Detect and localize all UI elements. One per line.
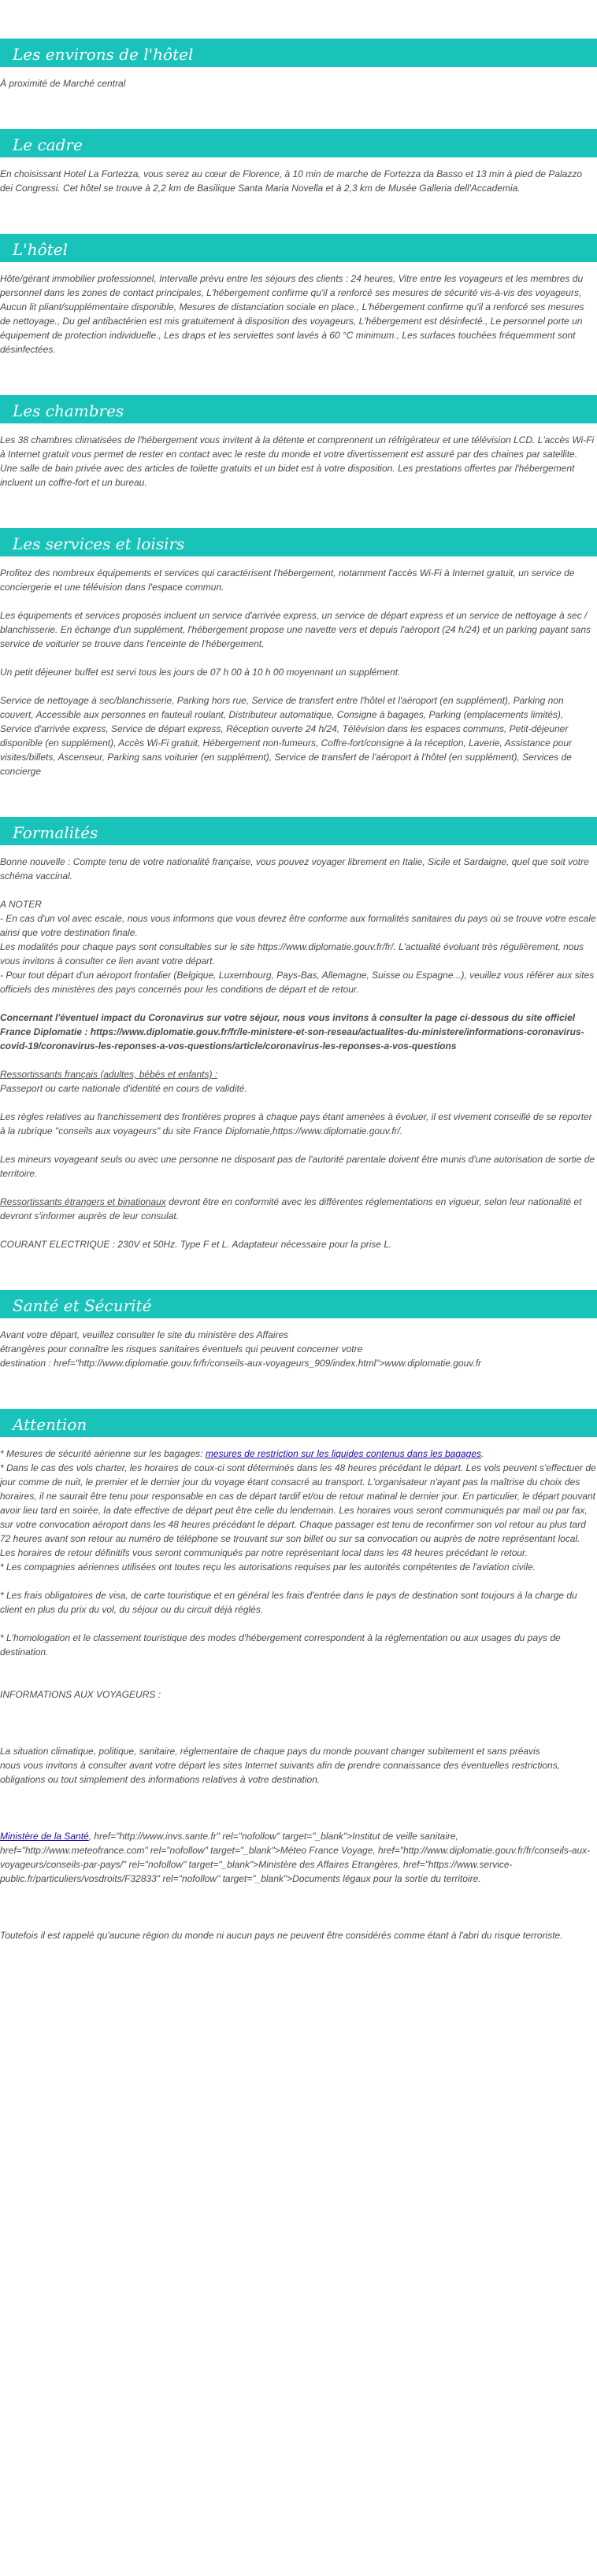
- environs-section: [0, 39, 597, 91]
- sites-liste: [0, 1829, 597, 1886]
- informations-voyageurs-heading: INFORMATIONS AUX VOYAGEURS :: [0, 1689, 161, 1700]
- services-intro: Profitez des nombreux équipements et services qui caractérisent l'hébergement, notamment l'accès Wi-Fi à Internet gratuit, un service de conciergerie et une télévision dans l'espace commun.: [0, 567, 575, 593]
- covid-notice: Concernant l'éventuel impact du Coronavirus sur votre séjour, nous vous invitons à consulter la page ci-dessous du site officiel France Diplomatie : https://www.diplomatie.gouv.fr/fr/le-ministere-et-son-reseau/actualites-du-ministere/informations-coronavirus-covid-19/coronavirus-les-reponses-a-vos-questions/article/coronavirus-les-reponses-a-vos-questions: [0, 1012, 584, 1051]
- ressortissants-francais-heading: Ressortissants français (adultes, bébés et enfants) :: [0, 1069, 218, 1080]
- cadre-heading: Le cadre: [0, 129, 597, 157]
- formalites-bonne-nouvelle: Bonne nouvelle : Compte tenu de votre nationalité française, vous pouvez voyager librement en Italie, Sicile et Sardaigne, quel que soit votre schéma vaccinal.: [0, 856, 589, 881]
- mesures-securite-end: .: [481, 1448, 484, 1459]
- sante-line-3: destination : href="http://www.diplomatie.gouv.fr/fr/conseils-aux-voyageurs_909/index.html">www.diplomatie.gouv.fr: [0, 1358, 482, 1369]
- note-heading: A NOTER: [0, 899, 42, 910]
- frais-visa-text: * Les frais obligatoires de visa, de carte touristique et en général les frais d'entrée dans le pays de destination sont toujours à la charge du client en plus du prix du vol, du séjour ou du circuit déjà réglés.: [0, 1590, 577, 1615]
- hotel-section: [0, 234, 597, 357]
- services-equipements: Les équipements et services proposés incluent un service d'arrivée express, un service de départ express et un service de nettoyage à sec / blanchisserie. En échange d'un supplément, l'hébergement propose une navette vers et depuis l'aéroport (24 h/24) et un parking payant sans service de voiturier se trouve dans l'enceinte de l'hébergement.: [0, 610, 591, 649]
- chambres-heading: Les chambres: [0, 395, 597, 423]
- risque-terroriste-text: Toutefois il est rappelé qu'aucune région du monde ni aucun pays ne peuvent être considérés comme étant à l'abri du risque terroriste.: [0, 1930, 563, 1941]
- environs-heading: Les environs de l'hôtel: [0, 39, 597, 67]
- ressortissants-etrangers: [0, 1195, 597, 1223]
- environs-text: À proximité de Marché central: [0, 78, 126, 89]
- homologation-text: * L'homologation et le classement touristique des modes d'hébergement correspondent à la réglementation ou aux usages du pays de destination.: [0, 1632, 561, 1658]
- sites-liste-text: , href="http://www.invs.sante.fr" rel="nofollow" target="_blank">Institut de veille sanitaire, href="http://www.meteofrance.com" rel="nofollow" target="_blank">Méteo France Voyage, href="http://www.diplomatie.gouv.fr/fr/conseils-aux-voyageurs/conseils-par-pays/" rel="nofollow" target="_blank">Ministère des Affaires Etrangères, href="https://www.service-public.fr/particuliers/vosdroits/F32833" rel="nofollow" target="_blank">Documents légaux pour la sortie du territoire.: [0, 1831, 591, 1884]
- sante-line-1: Avant votre départ, veuillez consulter le site du ministère des Affaires: [0, 1329, 289, 1340]
- attention-heading: Attention: [0, 1409, 597, 1437]
- cadre-text: En choisissant Hotel La Fortezza, vous serez au cœur de Florence, à 10 min de marche de Fortezza da Basso et 13 min à pied de Palazzo dei Congressi. Cet hôtel se trouve à 2,2 km de Basilique Santa Maria Novella et à 2,3 km de Musée Galleria dell'Accademia.: [0, 168, 583, 194]
- hotel-heading: L'hôtel: [0, 234, 597, 262]
- sante-heading: Santé et Sécurité: [0, 1290, 597, 1318]
- services-petit-dejeuner: Un petit déjeuner buffet est servi tous les jours de 07 h 00 à 10 h 00 moyennant un supplément.: [0, 667, 401, 678]
- situation-climatique-line-1: La situation climatique, politique, sanitaire, réglementaire de chaque pays du monde pouvant changer subitement et sans préavis: [0, 1746, 540, 1757]
- regles-frontieres: Les règles relatives au franchissement des frontières propres à chaque pays étant amenées à évoluer, il est vivement conseillé de se reporter à la rubrique "conseils aux voyageurs" du site France Diplomatie,https://www.diplomatie.gouv.fr/.: [0, 1111, 592, 1136]
- courant-electrique: COURANT ELECTRIQUE : 230V et 50Hz. Type F et L. Adaptateur nécessaire pour la prise L.: [0, 1239, 392, 1250]
- mineurs-text: Les mineurs voyageant seuls ou avec une personne ne disposant pas de l'autorité parentale doivent être munis d'une autorisation de sortie de territoire.: [0, 1154, 595, 1179]
- restriction-liquides-link[interactable]: mesures de restriction sur les liquides contenus dans les bagages: [205, 1448, 482, 1459]
- hotel-info-page: [0, 39, 597, 1942]
- ministere-sante-link[interactable]: Ministère de la Santé: [0, 1831, 89, 1842]
- hotel-text: Hôte/gérant immobilier professionnel, Intervalle prévu entre les séjours des clients : 24 heures, Vitre entre les voyageurs et les membres du personnel dans les zones de contact principales, L'hébergement confirme qu'il a renforcé ses mesures de sécurité vis-à-vis des voyageurs, Aucun lit pliant/supplémentaire disponible, Mesures de distanciation sociale en place., L'hébergement confirme qu'il a renforcé ses mesures de nettoyage., Du gel antibactérien est mis gratuitement à disposition des voyageurs, L'hébergement est désinfecté., Le personnel porte un équipement de protection individuelle., Les draps et les serviettes sont lavés à 60 °C minimum., Les surfaces touchées fréquemment sont désinfectées.: [0, 273, 584, 355]
- attention-section: [0, 1409, 597, 1942]
- services-liste: Service de nettoyage à sec/blanchisserie, Parking hors rue, Service de transfert entre l'hôtel et l'aéroport (en supplément), Parking non couvert, Accessible aux personnes en fauteuil roulant, Distributeur automatique, Consigne à bagages, Parking (emplacements limités), Service d'arrivée express, Service de départ express, Réception ouverte 24 h/24, Télévision dans les espaces communs, Petit-déjeuner disponible (en supplément), Accès Wi-Fi gratuit, Hébergement non-fumeurs, Coffre-fort/consigne à la réception, Laverie, Assistance pour visites/billets, Ascenseur, Parking sans voiturier (en supplément), Service de transfert de l'aéroport à l'hôtel (en supplément), Services de concierge: [0, 695, 573, 777]
- note-escale: - En cas d'un vol avec escale, nous vous informons que vous devrez être conforme aux formalités sanitaires du pays où se trouve votre escale ainsi que votre destination finale.: [0, 913, 596, 938]
- ressortissants-francais-text: Passeport ou carte nationale d'identité en cours de validité.: [0, 1083, 247, 1094]
- note-aeroport-frontalier: - Pour tout départ d'un aéroport frontalier (Belgique, Luxembourg, Pays-Bas, Allemagne, Suisse ou Espagne...), veuillez vous référer aux sites officiels des ministères des pays concernés pour les conditions de départ et de retour.: [0, 970, 595, 995]
- ressortissants-etrangers-text: devront être en conformité avec les différentes réglementations en vigueur, selon leur nationalité et devront s'informer auprès de leur consulat.: [0, 1196, 582, 1221]
- services-section: [0, 528, 597, 778]
- note-modalites: Les modalités pour chaque pays sont consultables sur le site https://www.diplomatie.gouv.fr/fr/. L'actualité évoluant très régulièrement, nous vous invitons à consulter ce lien avant votre départ.: [0, 941, 584, 966]
- chambres-text: Les 38 chambres climatisées de l'hébergement vous invitent à la détente et comprennent un réfrigérateur et une télévision LCD. L'accès Wi-Fi à Internet gratuit vous permet de rester en contact avec le reste du monde et votre divertissement est assuré par des chaines par satellite. Une salle de bain privée avec des articles de toilette gratuits et un bidet est à votre disposition. Les prestations offertes par l'hébergement incluent un coffre-fort et un bureau.: [0, 434, 595, 488]
- vols-charter-text: * Dans le cas des vols charter, les horaires de coux-ci sont déterminés dans les 48 heures précédant le départ. Les vols peuvent s'effectuer de jour comme de nuit, le premier et le dernier jour du voyage étant consacré au transport. L'organisateur n'ayant pas la maîtrise du choix des horaires, il ne saurait être tenu pour responsable en cas de départ tardif et/ou de retour matinal le dernier jour. En particulier, le départ pouvant avoir lieu tard en soirée, la date effective de départ peut être celle du lendemain. Les horaires vous seront communiqués par mail ou par fax, sur votre convocation aéroport dans les 48 heures précédant le départ. Chaque passager est tenu de reconfirmer son vol retour au plus tard 72 heures avant son retour au numéro de téléphone se trouvant sur son billet ou sur sa convocation ou auprès de notre représentant local. Les horaires de retour définitifs vous seront communiqués par notre représentant local dans les 48 heures précédant le retour.: [0, 1462, 596, 1558]
- situation-climatique-line-2: nous vous invitons à consulter avant votre départ les sites Internet suivants afin de prendre connaissance des éventuelles restrictions, obligations ou tout simplement des informations relatives à votre destination.: [0, 1760, 561, 1785]
- cadre-section: [0, 129, 597, 195]
- mesures-securite: [0, 1447, 597, 1461]
- sante-section: [0, 1290, 597, 1370]
- services-heading: Les services et loisirs: [0, 528, 597, 556]
- formalites-heading: Formalités: [0, 817, 597, 845]
- formalites-section: [0, 817, 597, 1251]
- ressortissants-etrangers-heading: Ressortissants étrangers et binationaux: [0, 1196, 166, 1207]
- compagnies-aeriennes-text: * Les compagnies aériennes utilisées ont toutes reçu les autorisations requises par les autorités compétentes de l'aviation civile.: [0, 1561, 536, 1573]
- sante-line-2: étrangères pour connaître les risques sanitaires éventuels qui peuvent concerner votre: [0, 1343, 363, 1355]
- chambres-section: [0, 395, 597, 490]
- mesures-securite-text: * Mesures de sécurité aérienne sur les bagages:: [0, 1448, 206, 1459]
